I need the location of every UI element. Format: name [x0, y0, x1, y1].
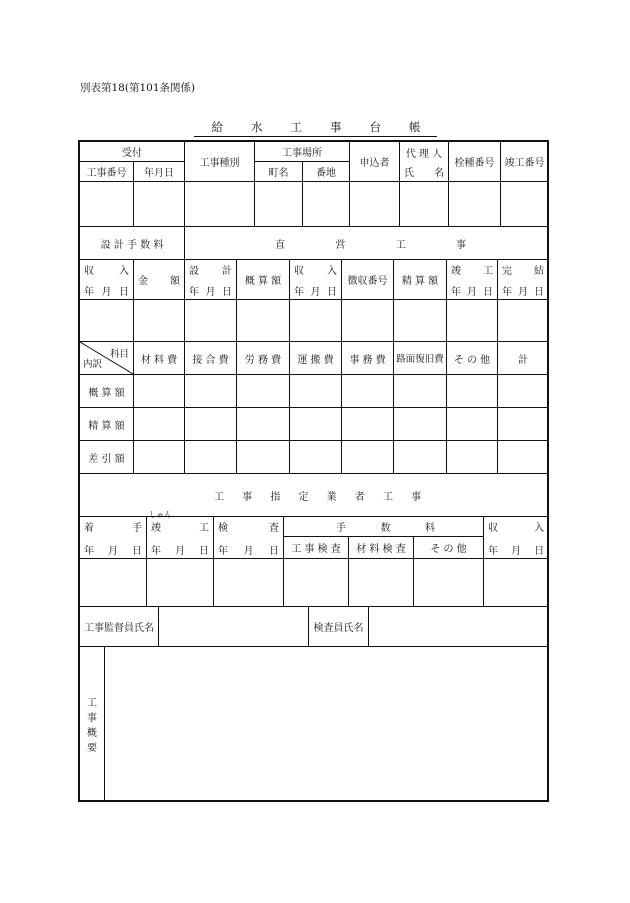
section-inspectors: [79, 606, 549, 647]
label-koji-gaiyo: 工 事 概 要: [80, 647, 105, 802]
label-chomei: 町名: [255, 162, 303, 182]
label-koji-bango: 工事番号: [80, 162, 134, 182]
label-shitei-gyosha-koji: 工 事 指 定 業 者 工 事: [80, 474, 549, 517]
caption: 別表第18(第101条関係): [80, 82, 196, 94]
label-koji-kensa: 工 事 検 査: [284, 537, 349, 559]
col-romen-fukkyuhi: 路面復旧費: [394, 342, 447, 375]
col-unpanhi: 運 搬 費: [290, 342, 342, 375]
label-gaisan-gaku: 概 算 額: [237, 260, 290, 300]
label-seisan-gaku: 精 算 額: [394, 260, 447, 300]
section-application: [79, 141, 549, 227]
label-nengappi: 年月日: [134, 162, 185, 182]
entry-row: [80, 182, 549, 227]
label-moshikomisha: 申込者: [350, 142, 400, 182]
label-chakushu-ymd: 着 手 年 月 日: [80, 517, 147, 559]
label-kensain-shimei: 検査員氏名: [309, 607, 369, 647]
label-kanketsu-ymd: 完 結 年 月 日: [498, 260, 549, 300]
label-sonota: そ の 他: [414, 537, 484, 559]
label-sensho-bango: 栓種番号: [449, 142, 501, 182]
label-koji-basho: 工事場所: [255, 142, 350, 162]
label-zairyo-kensa: 材 料 検 査: [349, 537, 414, 559]
row-gaisan-gaku: 概 算 額: [80, 375, 134, 408]
label-chokuei-koji: 直 営 工 事: [185, 227, 549, 260]
section-shitei-gyosha: [79, 473, 549, 607]
label-shunko-bango: 竣工番号: [501, 142, 549, 182]
col-sonota: そ の 他: [447, 342, 498, 375]
row-seisan-gaku: 精 算 額: [80, 408, 134, 441]
label-shunyu-ymd-2: 収 入 年 月 日: [290, 260, 342, 300]
label-shunko-ymd: しゅん 竣 工 年 月 日: [147, 517, 214, 559]
label-dairinin: 代 理 人 氏 名: [400, 142, 449, 182]
label-sekkei-ymd: 設 計 年 月 日: [185, 260, 237, 300]
row-sashihiki-gaku: 差 引 額: [80, 441, 134, 474]
col-setsugohi: 接 合 費: [185, 342, 237, 375]
form-title: 給 水 工 事 台 帳: [0, 119, 630, 137]
label-shunyu-ymd: 収 入 年 月 日: [484, 517, 549, 559]
section-chokuei: [79, 226, 549, 342]
label-kamoku-uchiwake: 科目 内訳: [80, 342, 134, 375]
col-jimuhi: 事 務 費: [342, 342, 394, 375]
col-romuhi: 労 務 費: [237, 342, 290, 375]
section-koji-gaiyo: [79, 646, 549, 802]
label-shunyu-ymd: 収 入 年 月 日: [80, 260, 134, 300]
label-uketsuke: 受付: [80, 142, 185, 162]
entry-row: [80, 559, 549, 607]
label-koji-shubetsu: 工事種別: [185, 142, 255, 182]
label-sekkei-tesuryo: 設 計 手 数 料: [80, 227, 185, 260]
label-tesuryo: 手 数 料: [284, 517, 484, 537]
label-kensa-ymd: 検 査 年 月 日: [214, 517, 284, 559]
label-shunko-ymd: 竣 工 年 月 日: [447, 260, 498, 300]
section-cost-breakdown: [79, 341, 549, 474]
col-zairyohi: 材 料 費: [134, 342, 185, 375]
col-kei: 計: [498, 342, 549, 375]
label-banchi: 番地: [303, 162, 350, 182]
label-choshu-bango: 徴収番号: [342, 260, 394, 300]
label-kingaku: 金 額: [134, 260, 185, 300]
label-kantokuin-shimei: 工事監督員氏名: [80, 607, 159, 647]
entry-row: [80, 300, 549, 342]
